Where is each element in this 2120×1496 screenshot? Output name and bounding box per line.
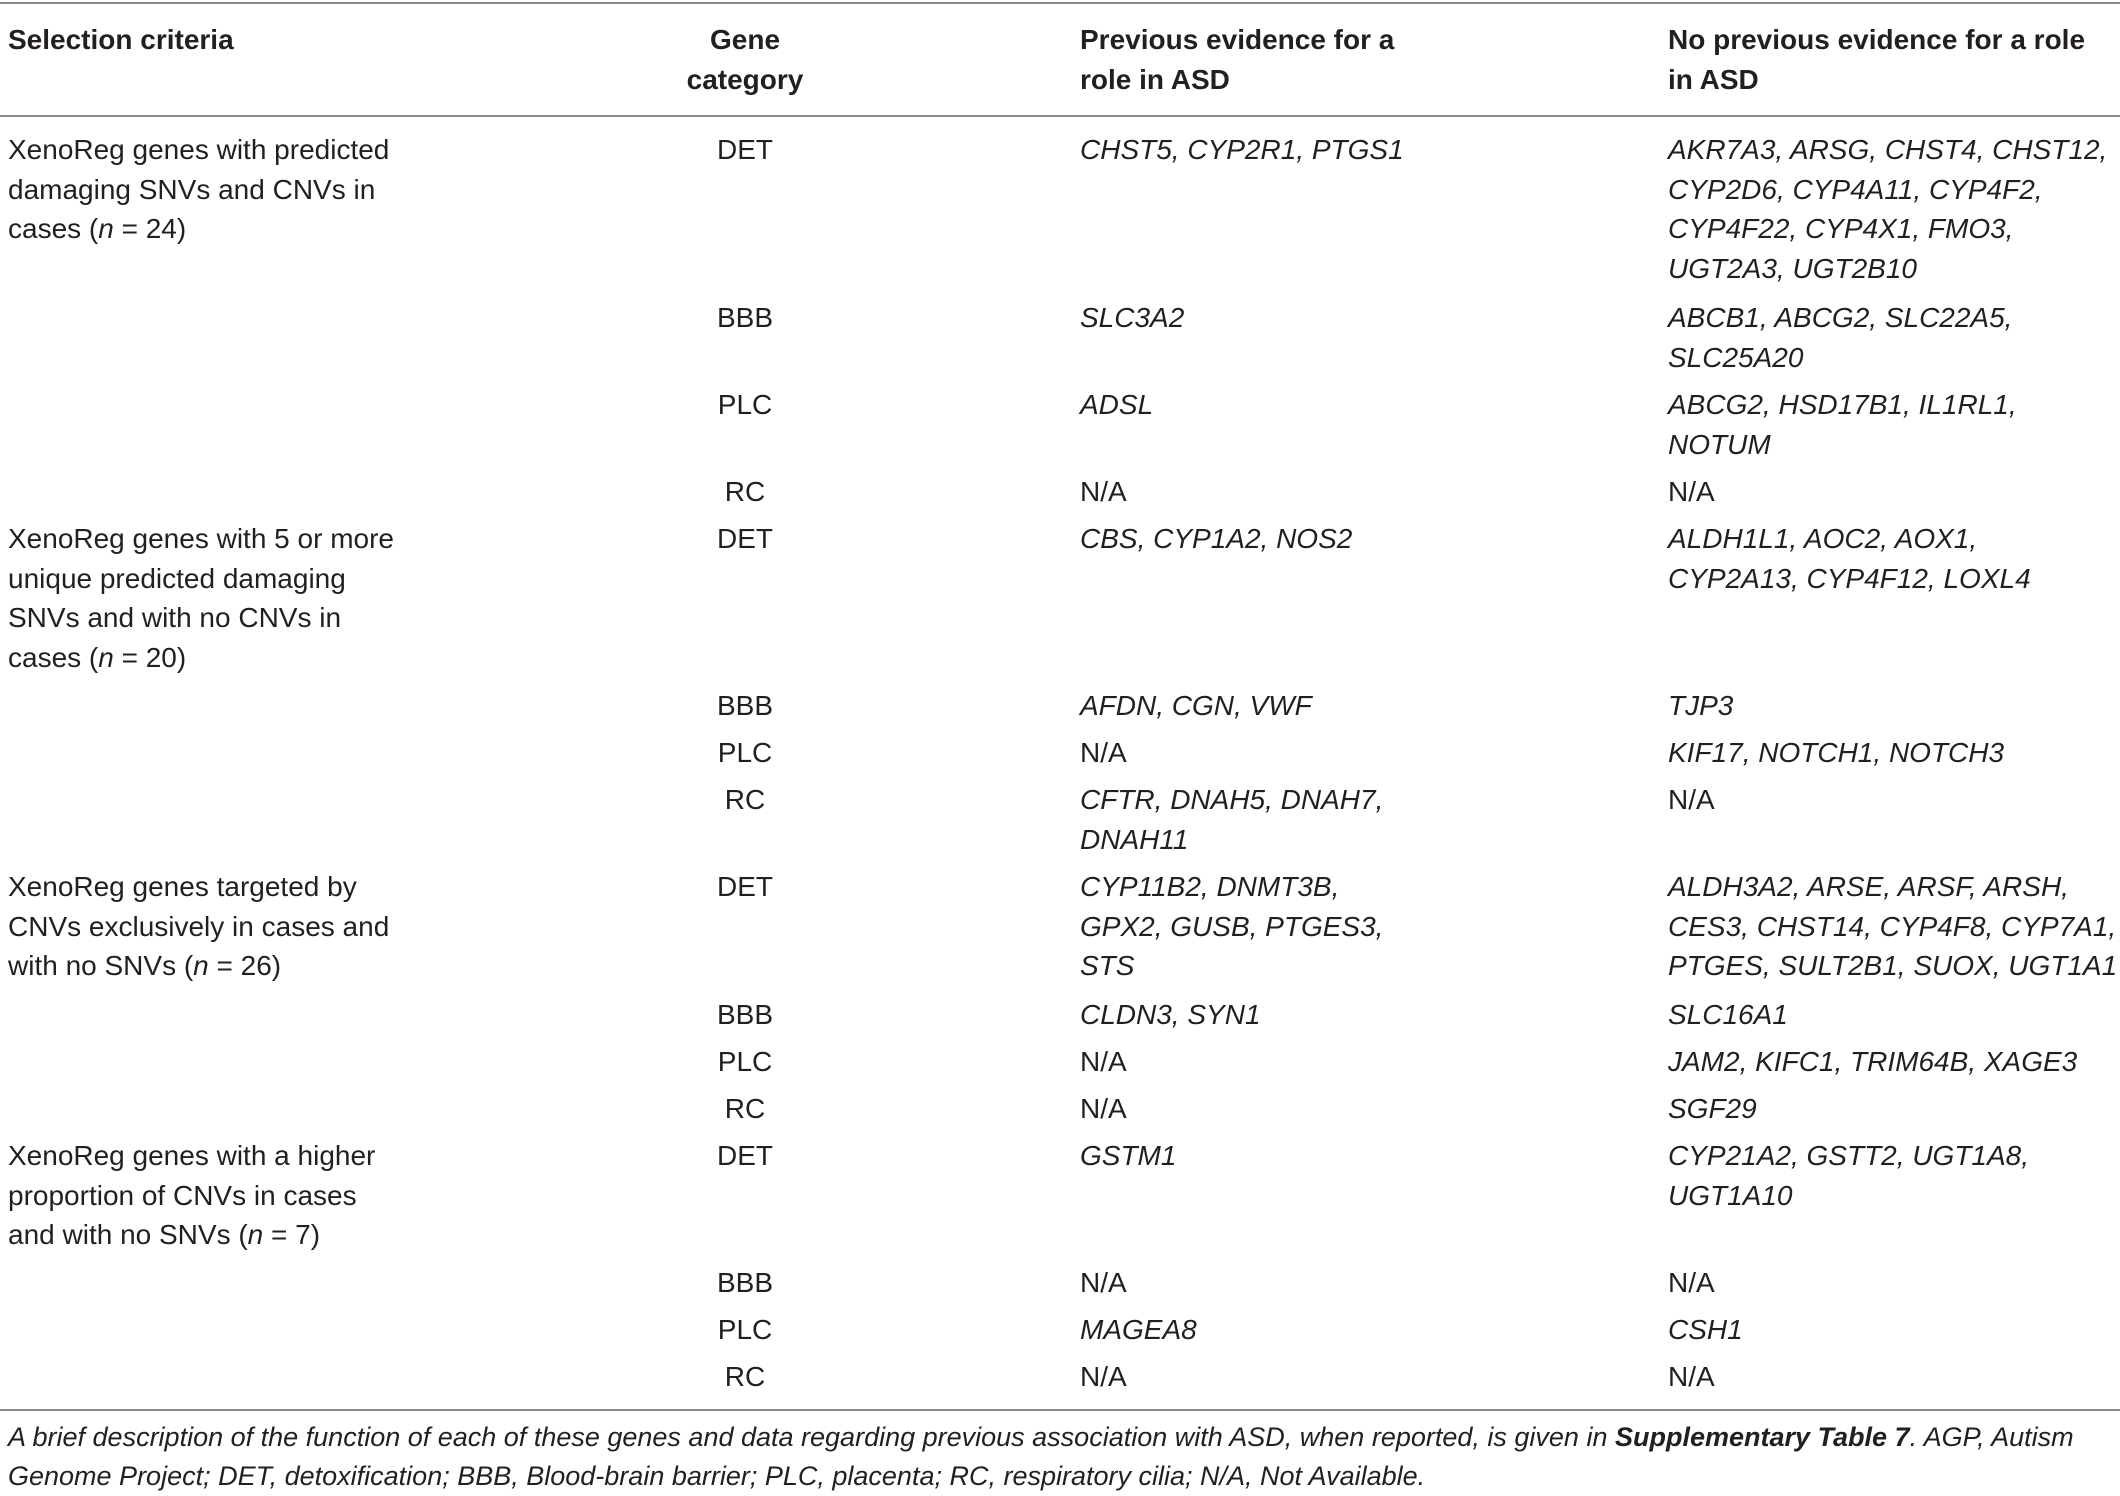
- gene-category-cell: BBB: [716, 999, 774, 1030]
- previous-evidence-cell: SLC3A2: [1080, 302, 1185, 333]
- selection-criteria-cell: XenoReg genes with a higher proportion of CNVs in cases and with no SNVs (n = 7): [8, 1140, 376, 1250]
- no-previous-evidence-cell: N/A: [1668, 784, 1715, 815]
- no-previous-evidence-cell: CSH1: [1668, 1314, 1743, 1345]
- no-previous-evidence-cell: N/A: [1668, 1361, 1715, 1392]
- previous-evidence-cell: AFDN, CGN, VWF: [1080, 690, 1312, 721]
- previous-evidence-cell: N/A: [1080, 476, 1127, 507]
- previous-evidence-cell: CHST5, CYP2R1, PTGS1: [1080, 134, 1404, 165]
- table-footnote: A brief description of the function of each of these genes and data regarding previous association with ASD, when reported, is given in Supplementary Table 7. AGP, Autism Genome Project; DET, detoxification; BBB, Blood-brain barrier; PLC, placenta; RC, respiratory cilia; N/A, Not Available.: [8, 1422, 2074, 1491]
- previous-evidence-cell: N/A: [1080, 1267, 1127, 1298]
- selection-criteria-cell: XenoReg genes with 5 or more unique predicted damaging SNVs and with no CNVs in cases (n = 20): [8, 523, 394, 673]
- no-previous-evidence-cell: ALDH1L1, AOC2, AOX1, CYP2A13, CYP4F12, LOXL4: [1668, 523, 2031, 594]
- gene-category-cell: PLC: [717, 1314, 773, 1345]
- previous-evidence-cell: GSTM1: [1080, 1140, 1177, 1171]
- table-bottom-rule: [0, 1409, 2120, 1411]
- previous-evidence-cell: ADSL: [1080, 389, 1154, 420]
- gene-category-cell: RC: [724, 1361, 766, 1392]
- previous-evidence-cell: CBS, CYP1A2, NOS2: [1080, 523, 1353, 554]
- header-no-previous-evidence: No previous evidence for a role in ASD: [1668, 24, 2086, 95]
- gene-category-cell: DET: [717, 523, 773, 554]
- gene-category-cell: RC: [724, 1093, 766, 1124]
- selection-criteria-cell: XenoReg genes with predicted damaging SNVs and CNVs in cases (n = 24): [8, 134, 390, 244]
- gene-category-cell: BBB: [716, 1267, 774, 1298]
- no-previous-evidence-cell: SGF29: [1668, 1093, 1757, 1124]
- gene-category-cell: BBB: [716, 690, 774, 721]
- no-previous-evidence-cell: CYP21A2, GSTT2, UGT1A8, UGT1A10: [1668, 1140, 2030, 1211]
- no-previous-evidence-cell: TJP3: [1668, 690, 1734, 721]
- no-previous-evidence-cell: N/A: [1668, 1267, 1715, 1298]
- gene-category-cell: DET: [717, 871, 773, 902]
- gene-category-cell: BBB: [716, 302, 774, 333]
- no-previous-evidence-cell: ALDH3A2, ARSE, ARSF, ARSH, CES3, CHST14, CYP4F8, CYP7A1, PTGES, SULT2B1, SUOX, UGT1A1: [1668, 871, 2118, 981]
- previous-evidence-cell: N/A: [1080, 1093, 1127, 1124]
- previous-evidence-cell: CYP11B2, DNMT3B, GPX2, GUSB, PTGES3, STS: [1080, 871, 1384, 981]
- header-previous-evidence: Previous evidence for a role in ASD: [1080, 24, 1395, 95]
- gene-category-cell: RC: [724, 476, 766, 507]
- no-previous-evidence-cell: N/A: [1668, 476, 1715, 507]
- supplementary-table-link: Supplementary Table 7: [1614, 1422, 1910, 1452]
- gene-category-cell: PLC: [717, 737, 773, 768]
- previous-evidence-cell: MAGEA8: [1080, 1314, 1197, 1345]
- no-previous-evidence-cell: SLC16A1: [1668, 999, 1788, 1030]
- header-selection-criteria: Selection criteria: [8, 24, 234, 55]
- header-gene-category: Gene category: [686, 24, 804, 95]
- gene-category-cell: PLC: [717, 1046, 773, 1077]
- no-previous-evidence-cell: KIF17, NOTCH1, NOTCH3: [1668, 737, 2005, 768]
- gene-category-cell: DET: [717, 134, 773, 165]
- no-previous-evidence-cell: AKR7A3, ARSG, CHST4, CHST12, CYP2D6, CYP4A11, CYP4F2, CYP4F22, CYP4X1, FMO3, UGT2A3, UGT2B10: [1668, 134, 2108, 284]
- previous-evidence-cell: CFTR, DNAH5, DNAH7, DNAH11: [1080, 784, 1384, 855]
- gene-category-cell: PLC: [717, 389, 773, 420]
- table-header-rule: [0, 115, 2120, 117]
- no-previous-evidence-cell: ABCB1, ABCG2, SLC22A5, SLC25A20: [1668, 302, 2013, 373]
- gene-category-cell: RC: [724, 784, 766, 815]
- no-previous-evidence-cell: JAM2, KIFC1, TRIM64B, XAGE3: [1668, 1046, 2078, 1077]
- no-previous-evidence-cell: ABCG2, HSD17B1, IL1RL1, NOTUM: [1668, 389, 2017, 460]
- previous-evidence-cell: CLDN3, SYN1: [1080, 999, 1261, 1030]
- previous-evidence-cell: N/A: [1080, 1046, 1127, 1077]
- previous-evidence-cell: N/A: [1080, 737, 1127, 768]
- table-header: [0, 20, 2120, 110]
- table-top-rule: [0, 2, 2120, 4]
- previous-evidence-cell: N/A: [1080, 1361, 1127, 1392]
- selection-criteria-cell: XenoReg genes targeted by CNVs exclusively in cases and with no SNVs (n = 26): [8, 871, 390, 981]
- gene-category-cell: DET: [717, 1140, 773, 1171]
